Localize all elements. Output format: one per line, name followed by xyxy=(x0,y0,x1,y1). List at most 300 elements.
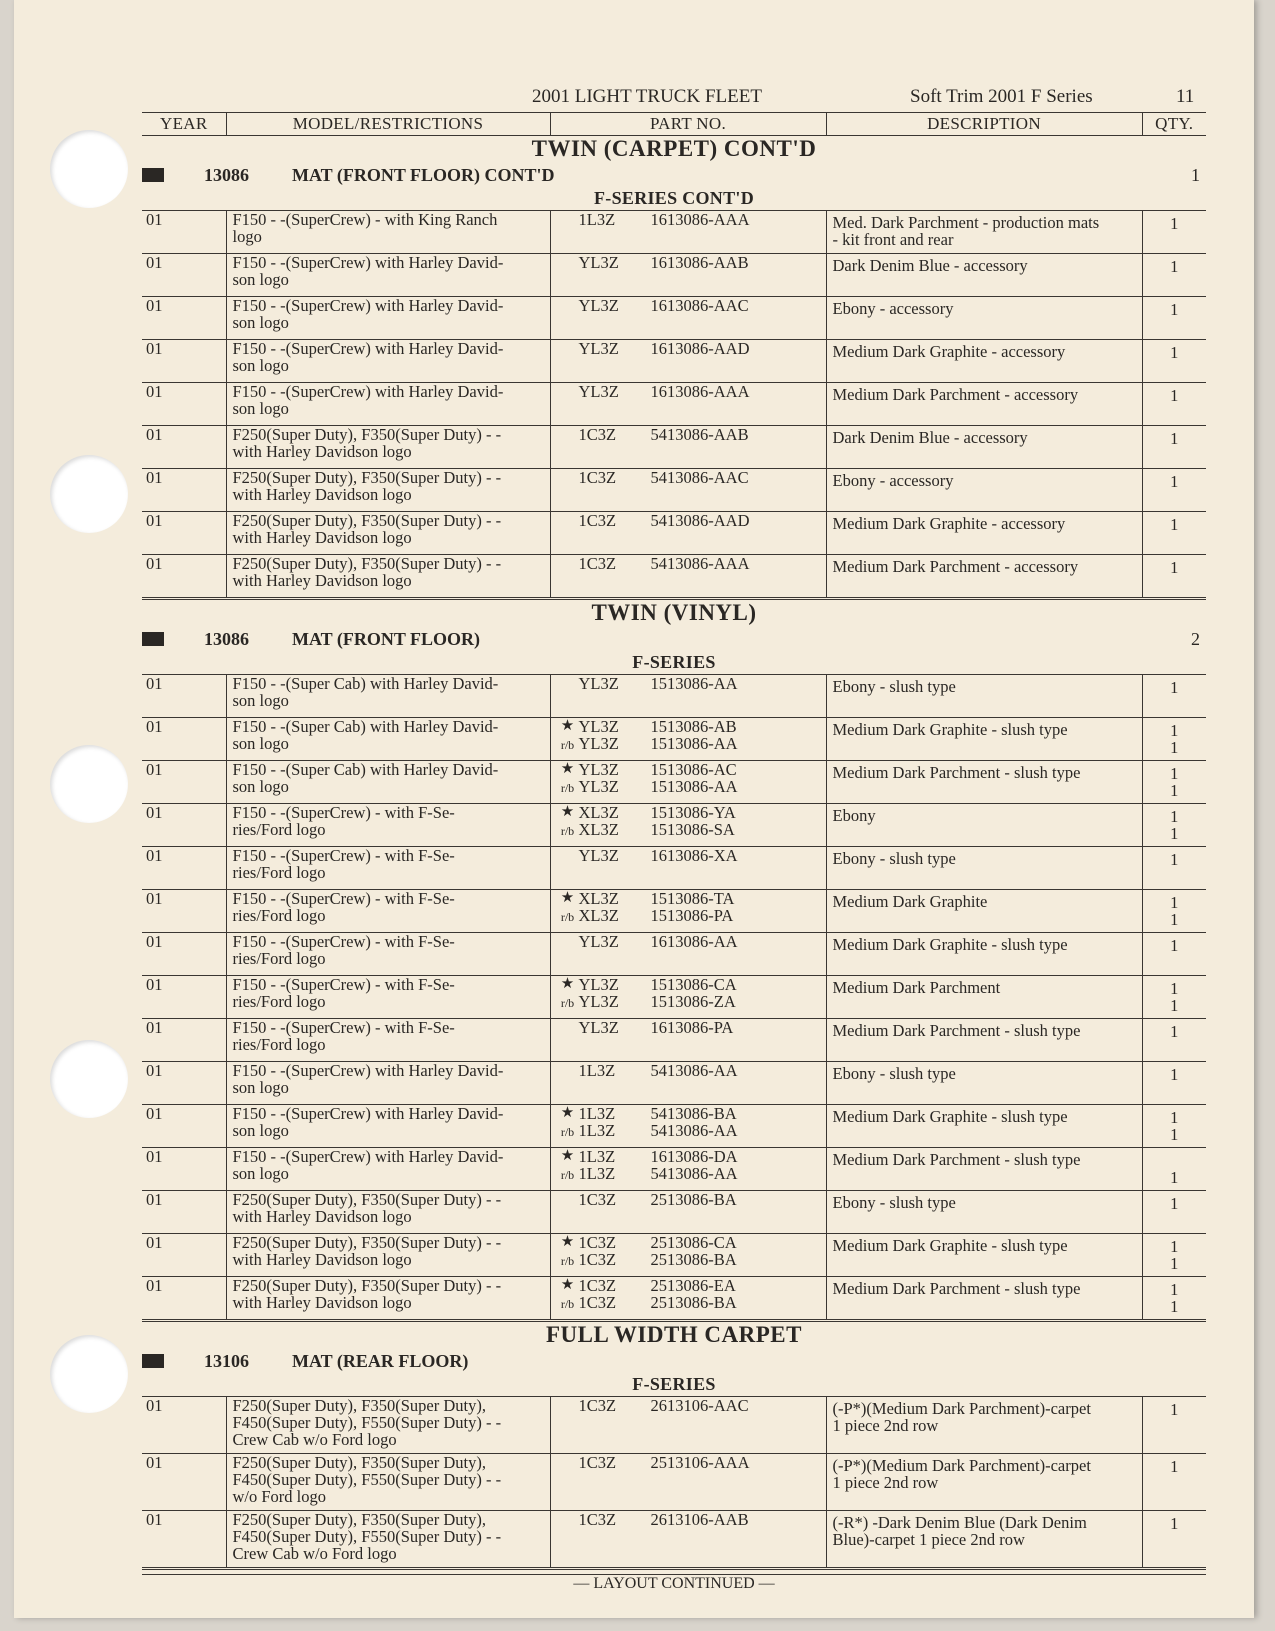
row-part-no xyxy=(550,675,826,718)
part-line xyxy=(557,675,826,692)
part-line xyxy=(557,933,826,950)
model-line: F150 - -(SuperCrew) - with F-Se- xyxy=(232,932,455,951)
star-icon: ★ xyxy=(560,718,575,734)
part-line xyxy=(557,469,826,486)
description-line: Dark Denim Blue - accessory xyxy=(832,428,1028,447)
qty-line: 1 xyxy=(1170,1400,1179,1419)
row-description xyxy=(826,512,1142,555)
table-row xyxy=(142,383,1206,426)
part-prefix: 1L3Z xyxy=(578,1104,616,1123)
row-part-no xyxy=(550,1191,826,1234)
part-number: 2513086-BA xyxy=(650,1190,737,1209)
basic-part-number: 13106 xyxy=(204,1351,249,1371)
part-mark: r/b xyxy=(560,824,575,838)
row-year: 01 xyxy=(142,718,226,761)
table-row xyxy=(142,426,1206,469)
qty-line: 1 xyxy=(1170,764,1179,783)
model-line: F150 - -(SuperCrew) - with King Ranch xyxy=(232,210,498,229)
row-part-no xyxy=(550,1148,826,1191)
row-qty xyxy=(1142,555,1206,599)
row-description xyxy=(826,718,1142,761)
qty-line: 1 xyxy=(1170,472,1179,491)
row-description xyxy=(826,933,1142,976)
part-prefix: 1C3Z xyxy=(578,1276,617,1295)
star-icon: ★ xyxy=(560,761,575,777)
description-line: Medium Dark Graphite - slush type xyxy=(832,1236,1068,1255)
table-row xyxy=(142,469,1206,512)
row-year: 01 xyxy=(142,1234,226,1277)
column-header xyxy=(142,112,1206,136)
row-qty xyxy=(1142,426,1206,469)
qty-line: 1 xyxy=(1170,781,1179,800)
part-line xyxy=(557,555,826,572)
table-row xyxy=(142,512,1206,555)
binder-hole xyxy=(50,455,128,533)
description-line: Ebony - accessory xyxy=(832,471,954,490)
part-mark xyxy=(557,847,579,864)
qty-line: 1 xyxy=(1170,1108,1179,1127)
part-prefix: 1C3Z xyxy=(578,1396,617,1415)
part-line xyxy=(557,1191,826,1208)
table-row xyxy=(142,1148,1206,1191)
model-line: F150 - -(SuperCrew) with Harley David- xyxy=(232,296,504,315)
description-line: Ebony xyxy=(832,806,876,825)
row-part-no xyxy=(550,890,826,933)
part-number: 1513086-PA xyxy=(650,906,734,925)
part-prefix: 1C3Z xyxy=(578,1510,617,1529)
row-description xyxy=(826,555,1142,599)
part-prefix: YL3Z xyxy=(578,296,619,315)
row-year: 01 xyxy=(142,1397,226,1454)
model-line: F250(Super Duty), F350(Super Duty) - - xyxy=(232,1190,502,1209)
table-row xyxy=(142,1019,1206,1062)
row-part-no xyxy=(550,1511,826,1569)
part-number: 2513086-BA xyxy=(650,1293,737,1312)
row-model xyxy=(226,675,550,718)
part-mark xyxy=(557,675,579,692)
model-line: son logo xyxy=(232,313,289,332)
binder-hole xyxy=(50,1040,128,1118)
row-part-no xyxy=(550,1105,826,1148)
table-row xyxy=(142,211,1206,254)
table-row xyxy=(142,1105,1206,1148)
star-icon: ★ xyxy=(560,804,575,820)
description-line: Medium Dark Parchment xyxy=(832,978,1001,997)
part-mark xyxy=(557,1019,579,1036)
row-qty xyxy=(1142,1191,1206,1234)
part-line xyxy=(557,340,826,357)
row-description xyxy=(826,1454,1142,1511)
part-line xyxy=(557,1148,826,1165)
description-line: Medium Dark Graphite - slush type xyxy=(832,935,1068,954)
part-prefix: YL3Z xyxy=(578,992,619,1011)
row-description xyxy=(826,426,1142,469)
part-mark: r/b xyxy=(560,996,575,1010)
table-row xyxy=(142,718,1206,761)
row-qty xyxy=(1142,254,1206,297)
model-line: son logo xyxy=(232,734,289,753)
row-part-no xyxy=(550,469,826,512)
part-number: 1613086-AAA xyxy=(650,382,750,401)
qty-line: 1 xyxy=(1170,1065,1179,1084)
table-row xyxy=(142,1191,1206,1234)
model-line: F150 - -(SuperCrew) - with F-Se- xyxy=(232,975,455,994)
row-part-no xyxy=(550,1062,826,1105)
row-description xyxy=(826,1277,1142,1321)
row-model xyxy=(226,1191,550,1234)
part-mark: r/b xyxy=(560,910,575,924)
row-qty xyxy=(1142,297,1206,340)
row-year: 01 xyxy=(142,1105,226,1148)
row-model xyxy=(226,933,550,976)
part-mark: r/b xyxy=(560,1254,575,1268)
row-year: 01 xyxy=(142,675,226,718)
model-line: ries/Ford logo xyxy=(232,820,326,839)
row-year: 01 xyxy=(142,847,226,890)
model-line: with Harley Davidson logo xyxy=(232,571,412,590)
row-part-no xyxy=(550,297,826,340)
part-mark xyxy=(557,211,579,228)
qty-line: 1 xyxy=(1170,1237,1179,1256)
qty-line: 1 xyxy=(1170,257,1179,276)
part-prefix: 1C3Z xyxy=(578,1453,617,1472)
row-part-no xyxy=(550,426,826,469)
part-line xyxy=(557,512,826,529)
row-year: 01 xyxy=(142,804,226,847)
row-qty xyxy=(1142,761,1206,804)
page-content xyxy=(142,84,1206,1597)
part-number: 2513086-CA xyxy=(650,1233,737,1252)
qty-line: 1 xyxy=(1170,214,1179,233)
part-prefix: YL3Z xyxy=(578,339,619,358)
row-qty xyxy=(1142,1019,1206,1062)
part-mark xyxy=(557,340,579,357)
part-prefix: YL3Z xyxy=(578,674,619,693)
row-model xyxy=(226,297,550,340)
part-line xyxy=(557,993,826,1010)
part-line xyxy=(557,1062,826,1079)
col-description: DESCRIPTION xyxy=(826,113,1142,136)
part-number: 1513086-AB xyxy=(650,717,737,736)
section-heading: TWIN (VINYL) xyxy=(591,600,757,625)
model-line: son logo xyxy=(232,1078,289,1097)
row-model xyxy=(226,1062,550,1105)
series-heading: F-SERIES xyxy=(142,1374,1206,1397)
part-number: 1613086-AA xyxy=(650,932,738,951)
table-row xyxy=(142,254,1206,297)
row-qty xyxy=(1142,1105,1206,1148)
row-qty xyxy=(1142,675,1206,718)
row-qty xyxy=(1142,804,1206,847)
row-qty xyxy=(1142,890,1206,933)
star-icon: ★ xyxy=(560,976,575,992)
row-year: 01 xyxy=(142,976,226,1019)
qty-line: 1 xyxy=(1170,1514,1179,1533)
model-line: F150 - -(SuperCrew) with Harley David- xyxy=(232,339,504,358)
part-prefix: YL3Z xyxy=(578,253,619,272)
part-line xyxy=(557,778,826,795)
part-prefix: 1L3Z xyxy=(578,1147,616,1166)
part-line xyxy=(557,761,826,778)
row-part-no xyxy=(550,847,826,890)
qty-line: 1 xyxy=(1170,678,1179,697)
star-icon: ★ xyxy=(560,890,575,906)
section-heading: FULL WIDTH CARPET xyxy=(545,1322,802,1347)
row-qty xyxy=(1142,933,1206,976)
table-row xyxy=(142,761,1206,804)
part-line xyxy=(557,383,826,400)
row-model xyxy=(226,340,550,383)
model-line: F250(Super Duty), F350(Super Duty) - - xyxy=(232,468,502,487)
model-line: F150 - -(SuperCrew) - with F-Se- xyxy=(232,889,455,908)
model-line: son logo xyxy=(232,356,289,375)
part-line xyxy=(557,426,826,443)
part-prefix: 1L3Z xyxy=(578,1164,616,1183)
description-line: Medium Dark Parchment - slush type xyxy=(832,1150,1081,1169)
row-description xyxy=(826,211,1142,254)
description-line: Ebony - accessory xyxy=(832,299,954,318)
part-number: 5413086-AAA xyxy=(650,554,750,573)
series-heading: F-SERIES CONT'D xyxy=(142,188,1206,211)
part-line xyxy=(557,297,826,314)
row-model xyxy=(226,1511,550,1569)
row-qty xyxy=(1142,1148,1206,1191)
section-heading: TWIN (CARPET) CONT'D xyxy=(531,136,817,161)
part-line xyxy=(557,1019,826,1036)
row-year: 01 xyxy=(142,1191,226,1234)
row-part-no xyxy=(550,976,826,1019)
model-line: with Harley Davidson logo xyxy=(232,485,412,504)
part-line xyxy=(557,211,826,228)
description-line: (-P*)(Medium Dark Parchment)-carpet xyxy=(832,1399,1091,1418)
star-icon: ★ xyxy=(560,1277,575,1293)
part-mark xyxy=(557,933,579,950)
row-year: 01 xyxy=(142,383,226,426)
model-line: son logo xyxy=(232,691,289,710)
page-number: 11 xyxy=(1176,86,1195,107)
description-line: (-R*) -Dark Denim Blue (Dark Denim xyxy=(832,1513,1087,1532)
qty-line: 1 xyxy=(1170,386,1179,405)
description-line: (-P*)(Medium Dark Parchment)-carpet xyxy=(832,1456,1091,1475)
row-part-no xyxy=(550,804,826,847)
part-number: 5413086-AAB xyxy=(650,425,749,444)
row-model xyxy=(226,254,550,297)
publication-title: 2001 LIGHT TRUCK FLEET xyxy=(532,86,762,107)
qty-line: 1 xyxy=(1170,300,1179,319)
binder-hole xyxy=(50,1335,128,1413)
row-model xyxy=(226,469,550,512)
row-part-no xyxy=(550,761,826,804)
row-description xyxy=(826,890,1142,933)
part-mark: r/b xyxy=(560,1297,575,1311)
model-line: F250(Super Duty), F350(Super Duty), xyxy=(232,1453,486,1472)
row-part-no xyxy=(550,1277,826,1321)
part-mark xyxy=(557,383,579,400)
qty-line: 1 xyxy=(1170,936,1179,955)
part-line xyxy=(557,907,826,924)
qty-line: 1 xyxy=(1170,979,1179,998)
row-description xyxy=(826,340,1142,383)
model-line: F150 - -(Super Cab) with Harley David- xyxy=(232,760,499,779)
catalog-section xyxy=(142,1322,1206,1570)
part-prefix: XL3Z xyxy=(578,889,619,908)
row-year: 01 xyxy=(142,340,226,383)
model-line: F150 - -(SuperCrew) with Harley David- xyxy=(232,382,504,401)
part-prefix: 1C3Z xyxy=(578,468,617,487)
description-line: - kit front and rear xyxy=(832,230,954,249)
layout-continued-footer: — LAYOUT CONTINUED — xyxy=(142,1574,1206,1597)
row-part-no xyxy=(550,1019,826,1062)
part-number: 1613086-AAB xyxy=(650,253,749,272)
binder-hole xyxy=(50,130,128,208)
model-line: son logo xyxy=(232,270,289,289)
description-line: Medium Dark Parchment - accessory xyxy=(832,385,1079,404)
part-number: 1613086-PA xyxy=(650,1018,734,1037)
row-qty xyxy=(1142,340,1206,383)
section-title: Soft Trim 2001 F Series xyxy=(910,86,1093,107)
part-prefix: 1C3Z xyxy=(578,1250,617,1269)
series-heading: F-SERIES xyxy=(142,652,1206,675)
col-model: MODEL/RESTRICTIONS xyxy=(226,113,550,136)
part-line xyxy=(557,847,826,864)
table-row xyxy=(142,933,1206,976)
part-number: 1513086-TA xyxy=(650,889,735,908)
description-line: Medium Dark Parchment - slush type xyxy=(832,1021,1081,1040)
part-prefix: YL3Z xyxy=(578,777,619,796)
part-line xyxy=(557,1397,826,1414)
row-year: 01 xyxy=(142,1277,226,1321)
row-model xyxy=(226,718,550,761)
row-model xyxy=(226,1397,550,1454)
row-year: 01 xyxy=(142,211,226,254)
row-description xyxy=(826,1062,1142,1105)
row-part-no xyxy=(550,933,826,976)
row-description xyxy=(826,297,1142,340)
part-mark xyxy=(557,1397,579,1414)
model-line: ries/Ford logo xyxy=(232,906,326,925)
qty-line: 1 xyxy=(1170,893,1179,912)
part-prefix: YL3Z xyxy=(578,760,619,779)
row-qty xyxy=(1142,512,1206,555)
row-description xyxy=(826,1397,1142,1454)
part-mark xyxy=(557,254,579,271)
model-line: F250(Super Duty), F350(Super Duty) - - xyxy=(232,554,502,573)
row-part-no xyxy=(550,383,826,426)
table-row xyxy=(142,847,1206,890)
model-line: Crew Cab w/o Ford logo xyxy=(232,1544,397,1563)
row-qty xyxy=(1142,1234,1206,1277)
col-year: YEAR xyxy=(142,113,226,136)
star-icon: ★ xyxy=(560,1105,575,1121)
row-model xyxy=(226,211,550,254)
model-line: ries/Ford logo xyxy=(232,949,326,968)
part-number: 2513106-AAA xyxy=(650,1453,750,1472)
table-row xyxy=(142,1511,1206,1569)
part-line xyxy=(557,890,826,907)
part-prefix: YL3Z xyxy=(578,382,619,401)
part-prefix: 1C3Z xyxy=(578,425,617,444)
star-icon: ★ xyxy=(560,1148,575,1164)
part-prefix: XL3Z xyxy=(578,820,619,839)
model-line: F250(Super Duty), F350(Super Duty) - - xyxy=(232,1233,502,1252)
parts-table xyxy=(142,211,1206,600)
description-line: Medium Dark Parchment - slush type xyxy=(832,1279,1081,1298)
description-line: Medium Dark Graphite - slush type xyxy=(832,1107,1068,1126)
qty-line: 1 xyxy=(1170,1194,1179,1213)
table-row xyxy=(142,1062,1206,1105)
part-number: 1613086-AAA xyxy=(650,210,750,229)
basic-part-number: 13086 xyxy=(204,629,249,649)
description-line: Med. Dark Parchment - production mats xyxy=(832,213,1100,232)
row-year: 01 xyxy=(142,426,226,469)
part-mark xyxy=(557,512,579,529)
qty-line: 1 xyxy=(1170,1022,1179,1041)
basic-part-line xyxy=(142,164,1206,188)
qty-line: 1 xyxy=(1170,807,1179,826)
row-model xyxy=(226,426,550,469)
model-line: F150 - -(SuperCrew) with Harley David- xyxy=(232,1104,504,1123)
qty-line: 1 xyxy=(1170,721,1179,740)
col-qty: QTY. xyxy=(1142,113,1206,136)
row-year: 01 xyxy=(142,761,226,804)
catalog-section xyxy=(142,136,1206,600)
part-number: 1613086-XA xyxy=(650,846,738,865)
part-line xyxy=(557,1105,826,1122)
basic-part-name: MAT (FRONT FLOOR) CONT'D xyxy=(292,165,555,185)
description-line: Ebony - slush type xyxy=(832,677,956,696)
model-line: with Harley Davidson logo xyxy=(232,1293,412,1312)
part-number: 1513086-AA xyxy=(650,674,738,693)
part-line xyxy=(557,735,826,752)
part-number: 2513086-BA xyxy=(650,1250,737,1269)
row-model xyxy=(226,555,550,599)
qty-line: 1 xyxy=(1170,1457,1179,1476)
part-line xyxy=(557,1511,826,1528)
table-row xyxy=(142,1397,1206,1454)
description-line: Dark Denim Blue - accessory xyxy=(832,256,1028,275)
model-line: with Harley Davidson logo xyxy=(232,1250,412,1269)
part-prefix: 1C3Z xyxy=(578,554,617,573)
row-qty xyxy=(1142,718,1206,761)
qty-line xyxy=(1143,1152,1207,1169)
model-line: F450(Super Duty), F550(Super Duty) - - xyxy=(232,1527,502,1546)
description-line: 1 piece 2nd row xyxy=(832,1416,939,1435)
part-line xyxy=(557,1165,826,1182)
row-description xyxy=(826,1191,1142,1234)
row-part-no xyxy=(550,718,826,761)
row-part-no xyxy=(550,254,826,297)
model-line: F150 - -(SuperCrew) with Harley David- xyxy=(232,1147,504,1166)
description-line: Medium Dark Graphite - accessory xyxy=(832,514,1066,533)
description-line: 1 piece 2nd row xyxy=(832,1473,939,1492)
row-year: 01 xyxy=(142,933,226,976)
model-line: F250(Super Duty), F350(Super Duty) - - xyxy=(232,511,502,530)
model-line: F150 - -(SuperCrew) - with F-Se- xyxy=(232,803,455,822)
row-qty xyxy=(1142,1454,1206,1511)
table-row xyxy=(142,675,1206,718)
binder-hole xyxy=(50,745,128,823)
row-qty xyxy=(1142,1511,1206,1569)
row-part-no xyxy=(550,1234,826,1277)
section-marker-icon xyxy=(142,632,164,646)
parts-table xyxy=(142,1397,1206,1570)
basic-part-name: MAT (REAR FLOOR) xyxy=(292,1351,469,1371)
star-icon: ★ xyxy=(560,1234,575,1250)
table-row xyxy=(142,976,1206,1019)
section-qty: 1 xyxy=(1191,165,1200,185)
row-description xyxy=(826,254,1142,297)
section-marker-icon xyxy=(142,1354,164,1368)
